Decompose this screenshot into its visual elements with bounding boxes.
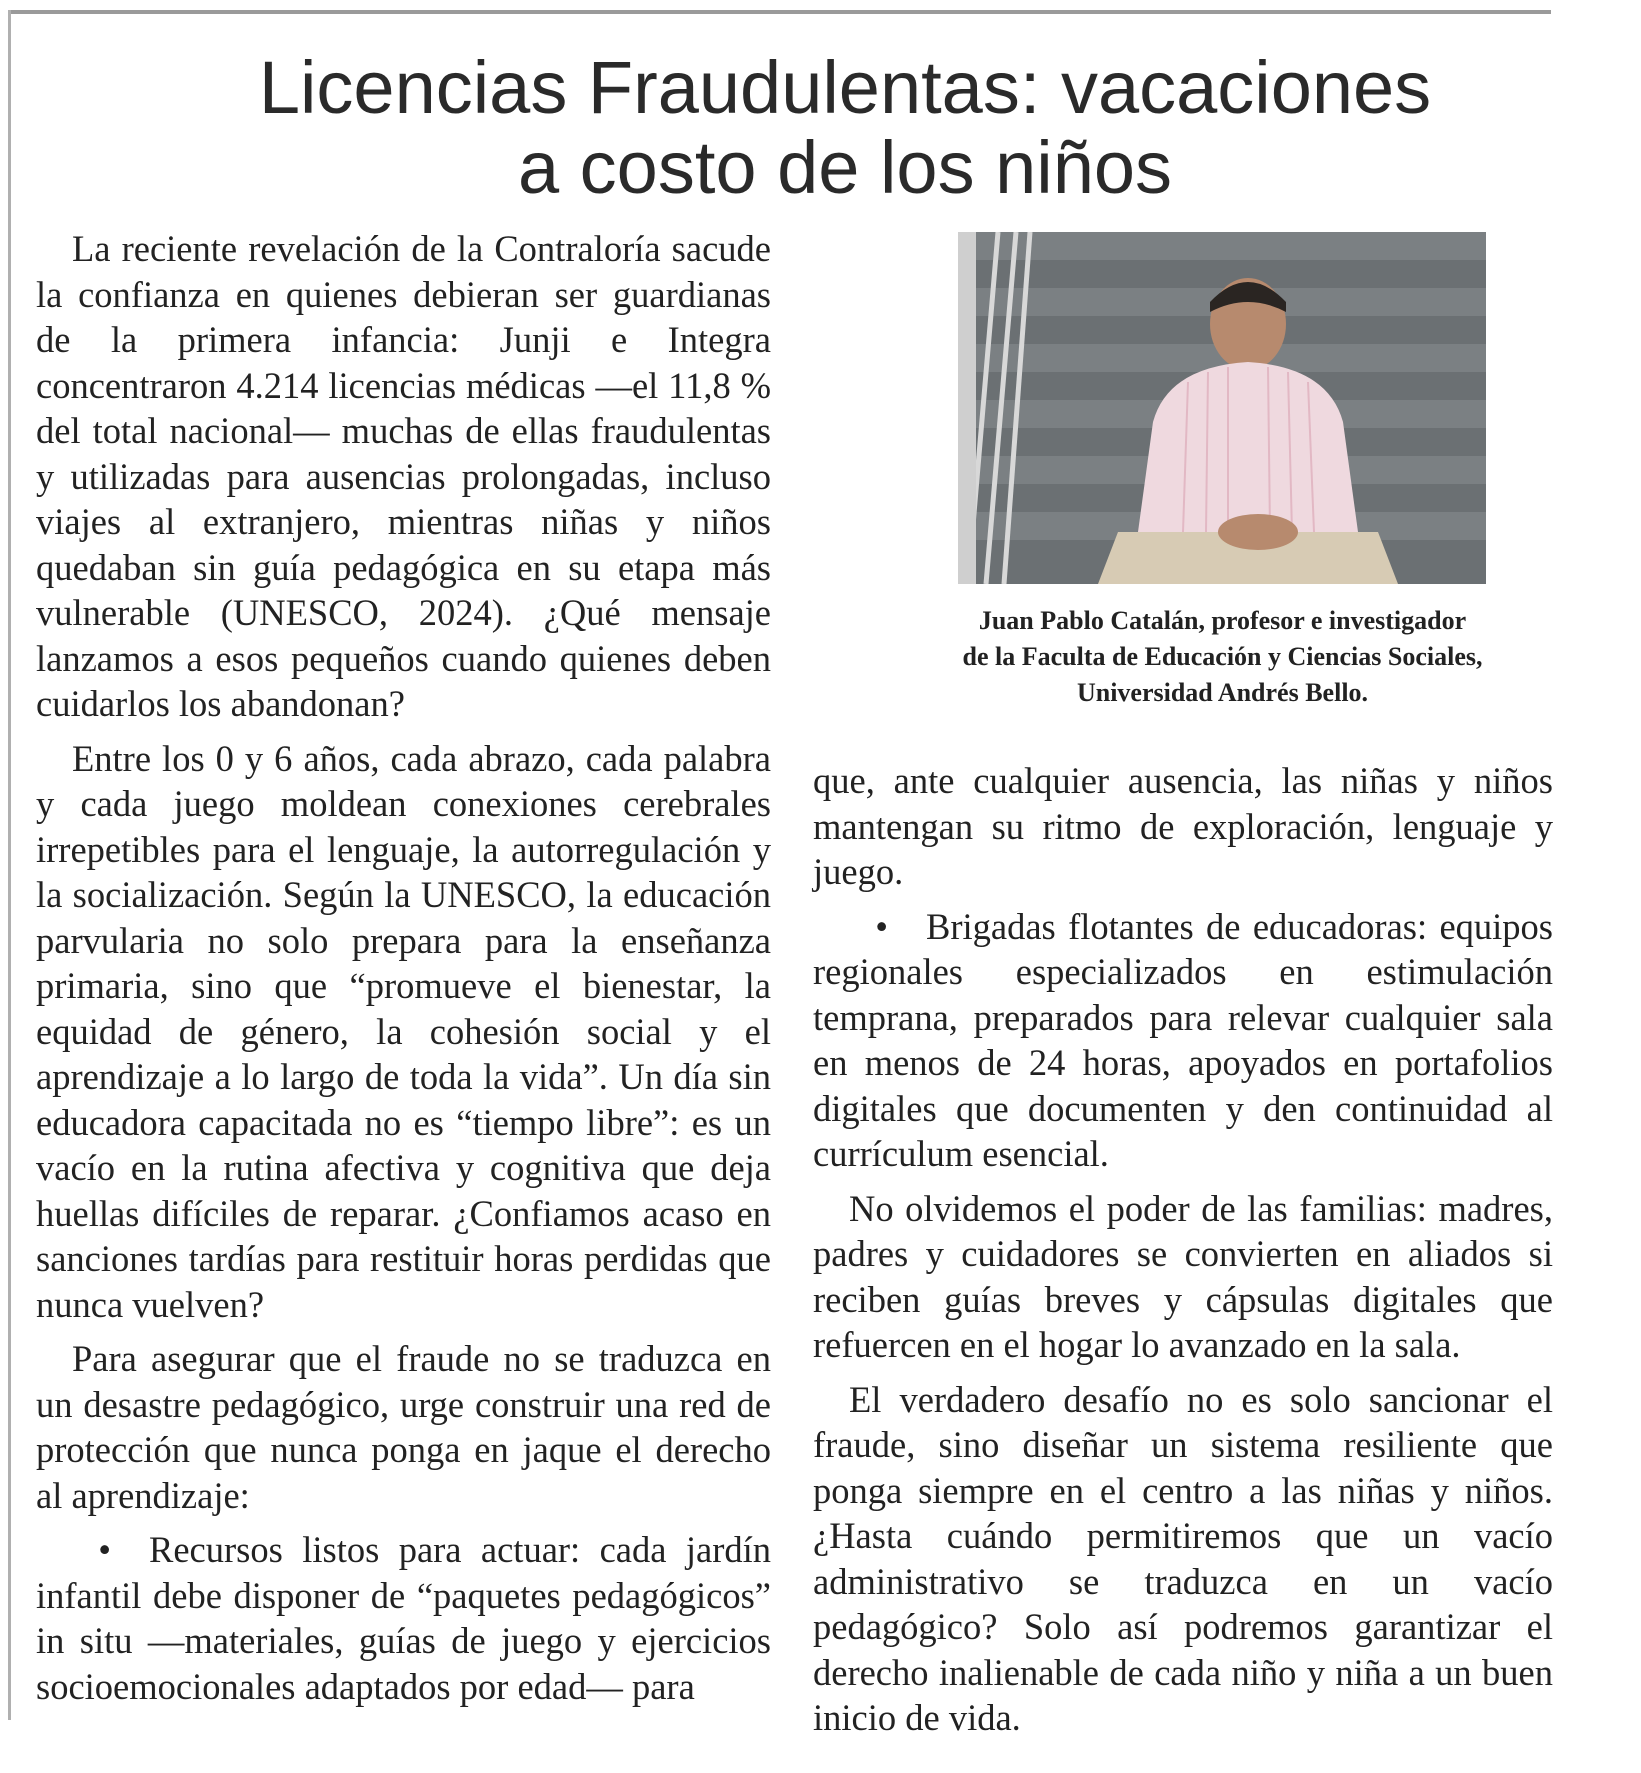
caption-line-3: Universidad Andrés Bello. bbox=[1076, 678, 1369, 707]
paragraph-3: Para asegurar que el fraude no se traduzca en un desastre pedagógico, urge construir una red de protección que nunca ponga en jaque el derecho al aprendizaje: bbox=[36, 1338, 771, 1516]
bullet-item-2 bbox=[813, 904, 1553, 1177]
caption-line-2: de la Faculta de Educación y Ciencias Sociales, bbox=[962, 642, 1483, 671]
headline-line-2: a costo de los niños bbox=[517, 126, 1173, 209]
left-rule bbox=[8, 10, 11, 1720]
bullet-icon: • bbox=[875, 905, 888, 947]
author-photo bbox=[958, 232, 1486, 584]
headline bbox=[60, 48, 1630, 208]
paragraph-1: La reciente revelación de la Contraloría sacude la confianza en quienes debieran ser guardianas de la primera infancia: Junji e Integra concentraron 4.214 licencias médicas —el 11,8 % del total nacional— muchas de ellas fraudulentas y utilizadas para ausencias prolongadas, incluso viajes al extranjero, mientras niñas y niños quedaban sin guía pedagógica en su etapa más vulnerable (UNESCO, 2024). ¿Qué mensaje lanzamos a esos pequeños cuando quienes deben cuidarlos los abandonan? bbox=[36, 228, 771, 724]
top-rule bbox=[8, 10, 1551, 14]
bullet-item-2-text: Brigadas flotantes de educadoras: equipos regionales especializados en estimulación temprana, preparados para relevar cualquier sala en menos de 24 horas, apoyados en portafolios digitales que documenten y den continuidad al currículum esencial. bbox=[813, 905, 1553, 1174]
headline-line-1: Licencias Fraudulentas: vacaciones bbox=[258, 46, 1432, 129]
article-column-left bbox=[36, 226, 771, 1709]
paragraph-5: El verdadero desafío no es solo sancionar el fraude, sino diseñar un sistema resiliente que ponga siempre en el centro a las niñas y niños. ¿Hasta cuándo permitiremos que un vacío administrativo se traduzca en un vacío pedagógico? Solo así podremos garantizar el derecho inalienable de cada niño y niña a un buen inicio de vida. bbox=[813, 1378, 1553, 1738]
bullet-item-1-continued: que, ante cualquier ausencia, las niñas y niños mantengan su ritmo de exploración, lenguaje y juego. bbox=[813, 760, 1553, 892]
bullet-item-1-text: Recursos listos para actuar: cada jardín infantil debe disponer de “paquetes pedagógicos” in situ —materiales, guías de juego y ejercicios socioemocionales adaptados por edad— para bbox=[36, 1529, 771, 1707]
paragraph-4: No olvidemos el poder de las familias: madres, padres y cuidadores se convierten en aliados si reciben guías breves y cápsulas digitales que refuercen en el hogar lo avanzado en la sala. bbox=[813, 1187, 1553, 1365]
article-column-right bbox=[813, 758, 1553, 1741]
caption-line-1: Juan Pablo Catalán, profesor e investigador bbox=[978, 606, 1467, 635]
author-photo-illustration bbox=[958, 232, 1486, 584]
paragraph-2: Entre los 0 y 6 años, cada abrazo, cada palabra y cada juego moldean conexiones cerebrales irrepetibles para el lenguaje, la autorregulación y la socialización. Según la UNESCO, la educación parvularia no solo prepara para la enseñanza primaria, sino que “promueve el bienestar, la equidad de género, la cohesión social y el aprendizaje a lo largo de toda la vida”. Un día sin educadora capacitada no es “tiempo libre”: es un vacío en la rutina afectiva y cognitiva que deja huellas difíciles de reparar. ¿Confiamos acaso en sanciones tardías para restituir horas perdidas que nunca vuelven? bbox=[36, 737, 771, 1325]
bullet-icon: • bbox=[98, 1529, 111, 1570]
photo-caption bbox=[800, 603, 1641, 711]
bullet-item-1 bbox=[36, 1527, 771, 1709]
